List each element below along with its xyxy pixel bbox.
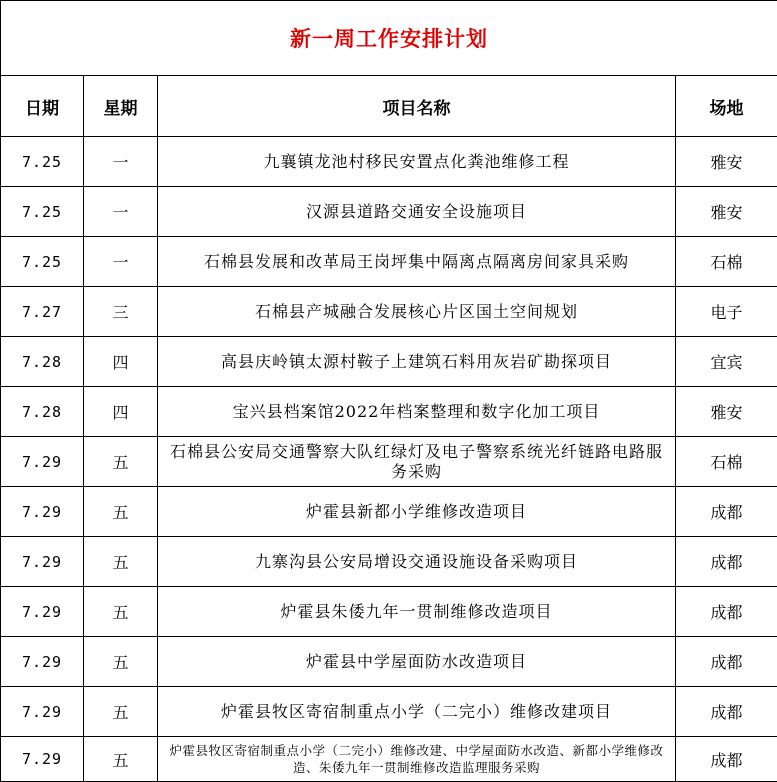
row-date: 7.28 [1,387,84,437]
table-row [1,637,777,687]
row-date: 7.25 [1,137,84,187]
row-weekday: 一 [84,137,158,187]
row-weekday: 三 [84,287,158,337]
row-project: 石棉县公安局交通警察大队红绿灯及电子警察系统光纤链路电路服务采购 [158,437,676,487]
header-row [1,76,777,137]
row-weekday: 四 [84,387,158,437]
row-project: 石棉县发展和改革局王岗坪集中隔离点隔离房间家具采购 [158,237,676,287]
row-venue: 宜宾 [676,337,777,387]
row-date: 7.29 [1,737,84,782]
sheet-title: 新一周工作安排计划 [1,1,777,76]
row-venue: 石棉 [676,437,777,487]
row-project: 宝兴县档案馆2022年档案整理和数字化加工项目 [158,387,676,437]
row-weekday: 五 [84,437,158,487]
row-weekday: 四 [84,337,158,387]
table-row [1,687,777,737]
row-weekday: 五 [84,737,158,782]
table-row [1,587,777,637]
row-project: 九襄镇龙池村移民安置点化粪池维修工程 [158,137,676,187]
table-row [1,387,777,437]
table-row [1,337,777,387]
row-weekday: 五 [84,537,158,587]
table-row [1,487,777,537]
row-venue: 成都 [676,487,777,537]
row-weekday: 一 [84,187,158,237]
row-venue: 成都 [676,687,777,737]
row-date: 7.29 [1,537,84,587]
header-weekday: 星期 [84,76,158,137]
row-venue: 成都 [676,637,777,687]
table-row [1,287,777,337]
row-date: 7.29 [1,587,84,637]
row-weekday: 五 [84,687,158,737]
row-date: 7.28 [1,337,84,387]
row-weekday: 五 [84,637,158,687]
row-date: 7.27 [1,287,84,337]
row-venue: 雅安 [676,137,777,187]
row-date: 7.29 [1,637,84,687]
table-row [1,187,777,237]
row-project: 九寨沟县公安局增设交通设施设备采购项目 [158,537,676,587]
row-venue: 石棉 [676,237,777,287]
table-row [1,437,777,487]
row-venue: 雅安 [676,387,777,437]
row-weekday: 五 [84,487,158,537]
row-project: 汉源县道路交通安全设施项目 [158,187,676,237]
row-project: 炉霍县牧区寄宿制重点小学（二完小）维修改建、中学屋面防水改造、新都小学维修改造、朱倭九年一贯制维修改造监理服务采购 [158,737,676,782]
table-row [1,137,777,187]
row-project: 高县庆岭镇太源村鞍子上建筑石料用灰岩矿勘探项目 [158,337,676,387]
row-project: 炉霍县牧区寄宿制重点小学（二完小）维修改建项目 [158,687,676,737]
row-date: 7.29 [1,687,84,737]
row-project: 炉霍县中学屋面防水改造项目 [158,637,676,687]
row-date: 7.25 [1,187,84,237]
row-date: 7.29 [1,437,84,487]
row-date: 7.25 [1,237,84,287]
row-venue: 成都 [676,537,777,587]
row-venue: 雅安 [676,187,777,237]
row-venue: 成都 [676,587,777,637]
row-project: 石棉县产城融合发展核心片区国土空间规划 [158,287,676,337]
title-row [1,1,777,76]
row-weekday: 五 [84,587,158,637]
header-venue: 场地 [676,76,777,137]
table-row [1,737,777,782]
row-date: 7.29 [1,487,84,537]
header-date: 日期 [1,76,84,137]
header-project: 项目名称 [158,76,676,137]
row-venue: 成都 [676,737,777,782]
row-project: 炉霍县朱倭九年一贯制维修改造项目 [158,587,676,637]
table-row [1,537,777,587]
table-row [1,237,777,287]
row-weekday: 一 [84,237,158,287]
row-venue: 电子 [676,287,777,337]
row-project: 炉霍县新都小学维修改造项目 [158,487,676,537]
